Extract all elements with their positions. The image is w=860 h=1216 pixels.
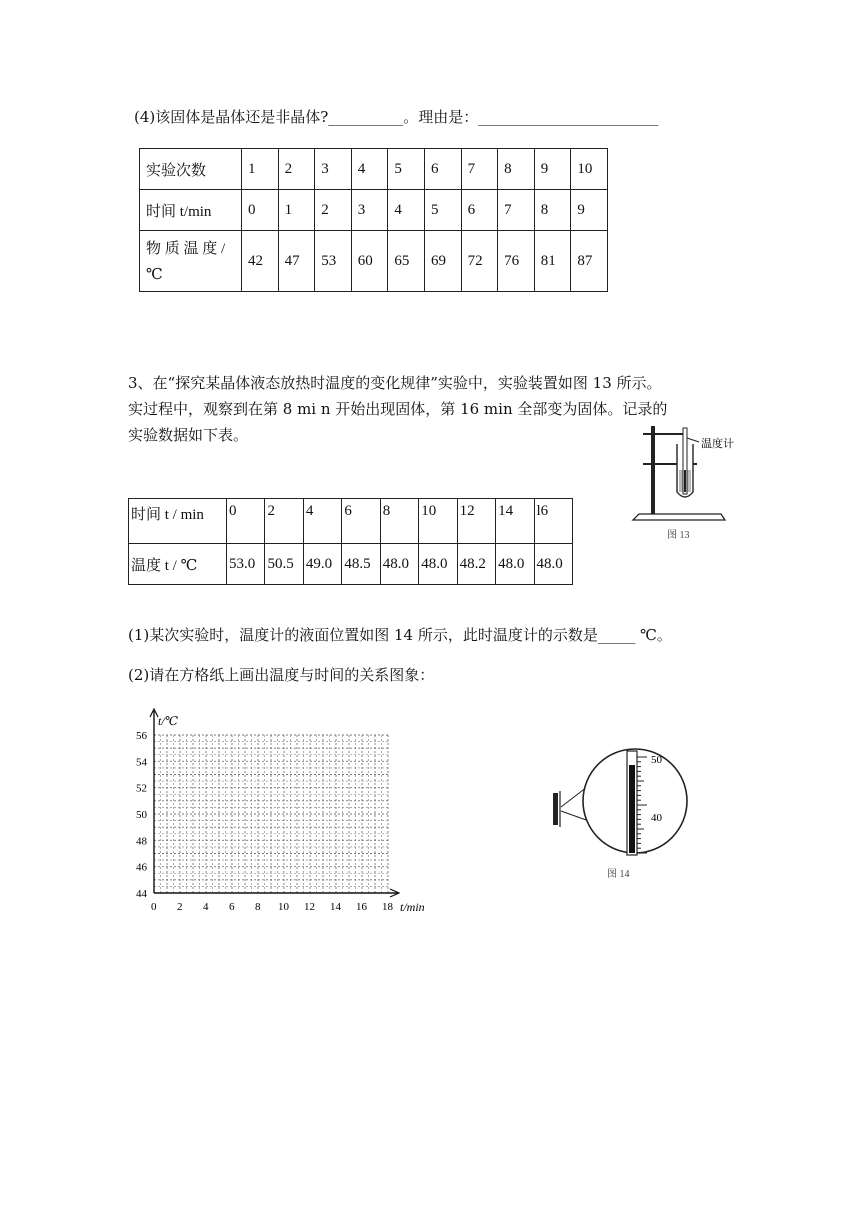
x-tick-label: 16 <box>356 901 367 913</box>
table-cell: 48.0 <box>419 544 457 585</box>
stand-base-icon <box>633 514 725 520</box>
table-cell: 87 <box>571 231 608 292</box>
table-cell: 48.0 <box>496 544 534 585</box>
row-label: 温度 t / ℃ <box>129 544 227 585</box>
table-cell: 0 <box>242 190 279 231</box>
y-tick-label: 54 <box>136 756 147 769</box>
sub-question-2: (2)请在方格纸上画出温度与时间的关系图象： <box>128 666 435 684</box>
table-cell: 4 <box>303 499 341 544</box>
table-cell: 4 <box>351 149 388 190</box>
row-label: 实验次数 <box>140 149 242 190</box>
question-4-text: (4)该固体是晶体还是非晶体? <box>134 108 329 126</box>
table-cell: 81 <box>534 231 571 292</box>
table-cell: 50.5 <box>265 544 303 585</box>
table-cell: 47 <box>278 231 315 292</box>
table-cell: 69 <box>424 231 461 292</box>
table-cell: 6 <box>461 190 498 231</box>
table-row <box>140 149 608 190</box>
table-cell: 8 <box>380 499 418 544</box>
table-cell: 2 <box>265 499 303 544</box>
sub-question-1 <box>128 624 672 645</box>
table-cell: 1 <box>242 149 279 190</box>
stand-rod-icon <box>651 426 655 514</box>
table-cell: 8 <box>498 149 535 190</box>
y-tick-label: 50 <box>136 809 147 821</box>
data-table-2 <box>128 498 573 585</box>
figure-14-thermometer <box>535 735 695 885</box>
table-cell: 9 <box>534 149 571 190</box>
row-label: 时间 t/min <box>140 190 242 231</box>
row-label: 时间 t / min <box>129 499 227 544</box>
table-cell: 7 <box>461 149 498 190</box>
table-cell: 60 <box>351 231 388 292</box>
y-axis-label: t/℃ <box>158 714 179 728</box>
sub-question-1-unit: ℃。 <box>635 626 672 644</box>
table-cell: 72 <box>461 231 498 292</box>
answer-blank-reason[interactable]: ________________________ <box>478 108 659 126</box>
table-cell: 14 <box>496 499 534 544</box>
answer-blank-reading[interactable]: _____ <box>597 626 636 644</box>
question-4-reason-label: 。理由是： <box>403 108 479 126</box>
table-cell: 9 <box>571 190 608 231</box>
table-cell: 12 <box>457 499 495 544</box>
table-cell: 4 <box>388 190 425 231</box>
x-axis-label: t/min <box>400 900 425 914</box>
small-thermometer-icon <box>553 793 558 825</box>
thermometer-label: 温度计 <box>701 438 734 450</box>
table-cell: 3 <box>315 149 352 190</box>
liquid-column <box>629 765 635 853</box>
table-cell: 1 <box>278 190 315 231</box>
table-cell: 2 <box>278 149 315 190</box>
table-row <box>129 544 573 585</box>
x-tick-label: 0 <box>151 901 157 913</box>
x-tick-label: 12 <box>304 901 315 913</box>
table-cell: l6 <box>534 499 573 544</box>
table-cell: 3 <box>351 190 388 231</box>
figure-14-caption: 图 14 <box>607 869 630 880</box>
scale-label-low: 40 <box>651 812 662 824</box>
x-tick-label: 18 <box>382 901 393 913</box>
question-3-line-1: 3、在“探究某晶体液态放热时温度的变化规律”实验中，实验装置如图 13 所示。 <box>128 374 662 392</box>
y-tick-label: 46 <box>136 861 147 874</box>
table-cell: 76 <box>498 231 535 292</box>
table-cell: 53 <box>315 231 352 292</box>
table-cell: 2 <box>315 190 352 231</box>
table-row <box>140 231 608 292</box>
table-cell: 53.0 <box>227 544 265 585</box>
table-cell: 0 <box>227 499 265 544</box>
question-3-line-3: 实验数据如下表。 <box>128 426 249 444</box>
x-tick-label: 4 <box>203 901 209 913</box>
table-cell: 6 <box>424 149 461 190</box>
table-cell: 8 <box>534 190 571 231</box>
scale-label-high: 50 <box>651 754 662 766</box>
table-cell: 65 <box>388 231 425 292</box>
x-tick-label: 8 <box>255 901 261 913</box>
table-cell: 42 <box>242 231 279 292</box>
table-cell: 7 <box>498 190 535 231</box>
y-tick-label: 48 <box>136 835 147 848</box>
question-4-line <box>134 106 658 127</box>
figure-13-caption: 图 13 <box>667 530 690 541</box>
x-tick-label: 10 <box>278 901 289 913</box>
row-label: 物 质 温 度 /℃ <box>140 231 242 292</box>
x-tick-label: 14 <box>330 901 341 913</box>
table-cell: 5 <box>388 149 425 190</box>
y-tick-label: 52 <box>136 782 147 795</box>
answer-blank-crystal[interactable]: __________ <box>328 108 404 126</box>
table-cell: 10 <box>419 499 457 544</box>
x-tick-label: 6 <box>229 901 235 913</box>
table-cell: 48.5 <box>342 544 380 585</box>
table-cell: 6 <box>342 499 380 544</box>
table-cell: 48.0 <box>534 544 573 585</box>
y-tick-label: 56 <box>136 730 147 742</box>
table-cell: 49.0 <box>303 544 341 585</box>
figure-13-apparatus <box>625 420 755 545</box>
data-table-1 <box>139 148 608 292</box>
table-row <box>129 499 573 544</box>
question-3-line-2: 实过程中，观察到在第 8 mi n 开始出现固体，第 16 min 全部变为固体。记录的 <box>128 400 668 418</box>
table-cell: 5 <box>424 190 461 231</box>
table-cell: 48.0 <box>380 544 418 585</box>
table-cell: 48.2 <box>457 544 495 585</box>
graph-paper[interactable] <box>128 705 448 920</box>
y-tick-label: 44 <box>136 888 147 900</box>
table-cell: 10 <box>571 149 608 190</box>
sub-question-1-text: (1)某次实验时，温度计的液面位置如图 14 所示，此时温度计的示数是 <box>128 626 598 644</box>
table-row <box>140 190 608 231</box>
x-tick-label: 2 <box>177 901 183 913</box>
